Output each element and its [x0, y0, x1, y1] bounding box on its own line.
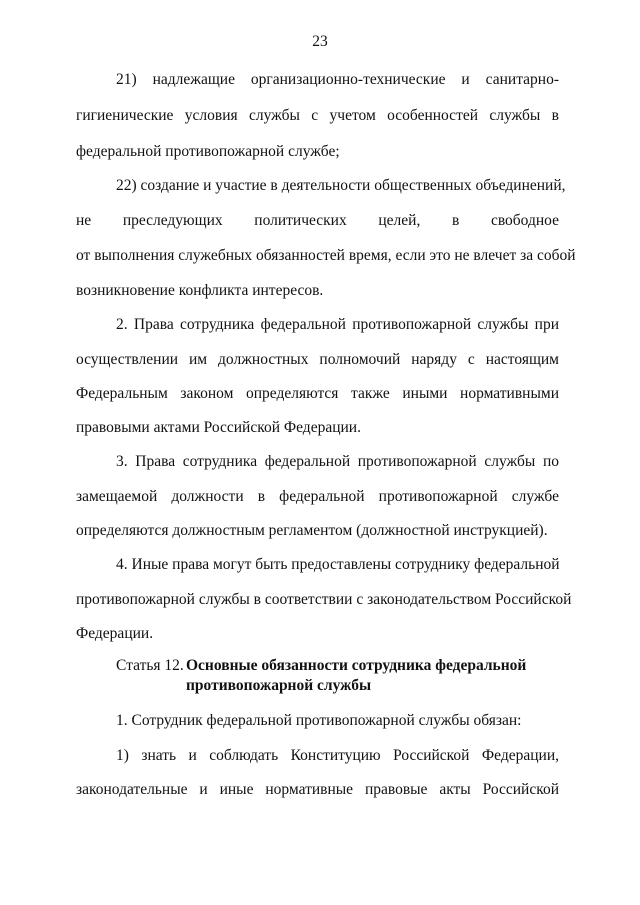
para-4-line-3: Федерации.: [76, 625, 154, 642]
para-3-line-1: 3. Права сотрудника федеральной противопожарной службы по: [116, 453, 559, 470]
article-label: Статья 12.: [116, 657, 184, 674]
para-3-line-3: определяются должностным регламентом (должностной инструкцией).: [76, 522, 548, 539]
page-number: 23: [312, 33, 328, 50]
item-22-line-4: возникновение конфликта интересов.: [76, 282, 324, 299]
para-2-line-1: 2. Права сотрудника федеральной противопожарной службы при: [116, 316, 559, 333]
para-2-line-3: Федеральным законом определяются также иными нормативными: [76, 385, 559, 402]
item-1-line-1: 1) знать и соблюдать Конституцию Российской Федерации,: [116, 747, 559, 764]
para-1-line-1: 1. Сотрудник федеральной противопожарной службы обязан:: [116, 712, 522, 729]
para-2-line-4: правовыми актами Российской Федерации.: [76, 419, 361, 436]
item-1-line-2: законодательные и иные нормативные правовые акты Российской: [76, 781, 559, 798]
item-22-line-3: от выполнения служебных обязанностей время, если это не влечет за собой: [76, 247, 576, 264]
item-22-line-2: не преследующих политических целей, в свободное: [76, 212, 559, 229]
para-4-line-2: противопожарной службы в соответствии с законодательством Российской: [76, 591, 572, 608]
item-22-line-1: 22) создание и участие в деятельности общественных объединений,: [116, 177, 566, 194]
para-2-line-2: осуществлении им должностных полномочий наряду с настоящим: [76, 351, 559, 368]
item-21-line-1: 21) надлежащие организационно-технические и санитарно-: [116, 71, 559, 88]
item-21-line-3: федеральной противопожарной службе;: [76, 143, 340, 160]
para-3-line-2: замещаемой должности в федеральной противопожарной службе: [76, 488, 559, 505]
article-title-line-1: Основные обязанности сотрудника федеральной: [186, 657, 527, 674]
article-title-line-2: противопожарной службы: [186, 677, 372, 694]
item-21-line-2: гигиенические условия службы с учетом особенностей службы в: [76, 107, 559, 124]
para-4-line-1: 4. Иные права могут быть предоставлены сотруднику федеральной: [116, 556, 560, 573]
